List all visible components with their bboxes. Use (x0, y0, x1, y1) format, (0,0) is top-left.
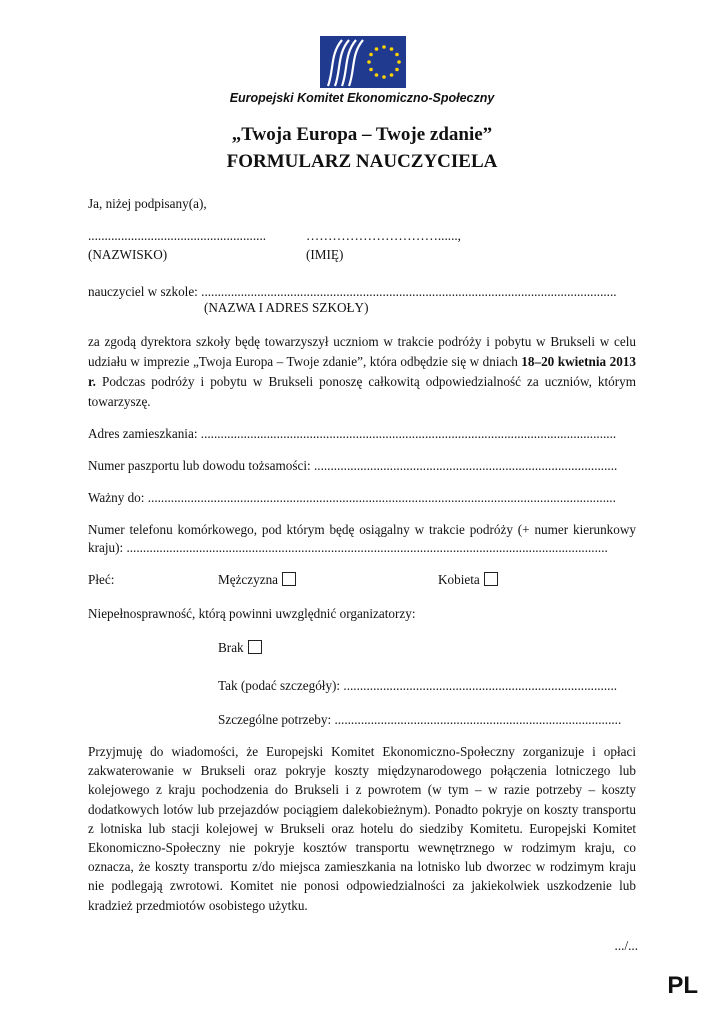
female-option: Kobieta (438, 570, 498, 590)
valid-until-field[interactable]: Ważny do: .............................................................................................................................................. (88, 490, 616, 505)
organization-name: Europejski Komitet Ekonomiczno-Społeczny (229, 91, 495, 105)
school-field[interactable]: nauczyciel w szkole: .............................................................................................................................. (88, 284, 617, 299)
none-option: Brak (218, 638, 262, 658)
eesc-logo (320, 36, 406, 88)
address-field[interactable]: Adres zamieszkania: .............................................................................................................................. (88, 426, 617, 441)
school-label: (NAZWA I ADRES SZKOŁY) (204, 300, 369, 315)
male-option: Mężczyzna (218, 570, 296, 590)
disability-label: Niepełnosprawność, którą powinni uwzględnić organizatorzy: (88, 606, 416, 621)
phone-label: Numer telefonu komórkowego, pod którym będę osiągalny w trakcie podróży (+ numer kierunkowy (88, 522, 636, 537)
name-field[interactable]: …………………………......, (306, 228, 461, 243)
event-date: 18–20 kwietnia 2013 r. (88, 354, 636, 389)
eu-star-icon (369, 68, 373, 72)
female-checkbox[interactable] (484, 572, 498, 586)
eu-star-icon (390, 47, 394, 51)
male-checkbox[interactable] (282, 572, 296, 586)
form-subtitle: FORMULARZ NAUCZYCIELA (226, 151, 498, 172)
eu-star-icon (390, 73, 394, 77)
eu-star-icon (382, 45, 386, 49)
eu-star-icon (382, 75, 386, 79)
passport-field[interactable]: Numer paszportu lub dowodu tożsamości: ............................................................................................ (88, 458, 618, 473)
details-field[interactable]: Tak (podać szczegóły): ................................................................................... (218, 678, 618, 693)
sex-label: Płeć: (88, 572, 115, 587)
eu-star-icon (375, 47, 379, 51)
consent-paragraph: za zgodą dyrektora szkoły będę towarzyszył uczniom w trakcie podróży i pobytu w Brukseli w celu udziału w imprezie „Twoja Europa – Twoje zdanie”, która odbędzie się w dniach 18–20 kwietnia 2013 r. Podczas podróży i pobytu w Brukseli ponoszę całkowitą odpowiedzialność za uczniów, którym towarzyszę. (88, 334, 636, 409)
surname-field[interactable]: ...................................................... (88, 228, 267, 243)
eu-star-icon (395, 68, 399, 72)
intro-text: Ja, niżej podpisany(a), (88, 196, 207, 211)
phone-field[interactable]: kraju): .................................................................................................................................................. (88, 540, 608, 555)
name-label: (IMIĘ) (306, 247, 344, 262)
closing-paragraph: Przyjmuję do wiadomości, że Europejski Komitet Ekonomiczno-Społeczny zorganizuje i opłaci zakwaterowanie w Brukseli oraz pokryje koszty międzynarodowego połączenia lotniczego lub kolejowego z kraju pochodzenia do Brukseli i z powrotem (w tym – w razie potrzeby – koszty dodatkowych lotów lub przejazdów pociągiem dalekobieżnym). Ponadto pokryje on koszty transportu z lotniska lub stacji kolejowej w Brukseli oraz hotelu do siedziby Komitetu. Europejski Komitet Ekonomiczno-Społeczny nie pokryje kosztów transportu wewnętrznego w rodzimym kraju, co oznacza, że koszty transportu z/do miejsca zamieszkania na lotnisko lub dworzec w rodzimym kraju nie podlegają zwrotowi. Komitet nie ponosi odpowiedzialności za jakiekolwiek uszkodzenie lub kradzież przedmiotów osobistego użytku. (88, 744, 636, 913)
continuation-mark: .../... (614, 938, 638, 953)
eu-star-icon (397, 60, 401, 64)
none-checkbox[interactable] (248, 640, 262, 654)
special-needs-field[interactable]: Szczególne potrzeby: ....................................................................................... (218, 712, 622, 727)
eu-star-icon (395, 53, 399, 57)
language-code: PL (667, 972, 698, 999)
surname-label: (NAZWISKO) (88, 247, 168, 262)
form-title: „Twoja Europa – Twoje zdanie” (231, 124, 493, 145)
eu-star-icon (367, 60, 371, 64)
eu-star-icon (375, 73, 379, 77)
eu-star-icon (369, 53, 373, 57)
